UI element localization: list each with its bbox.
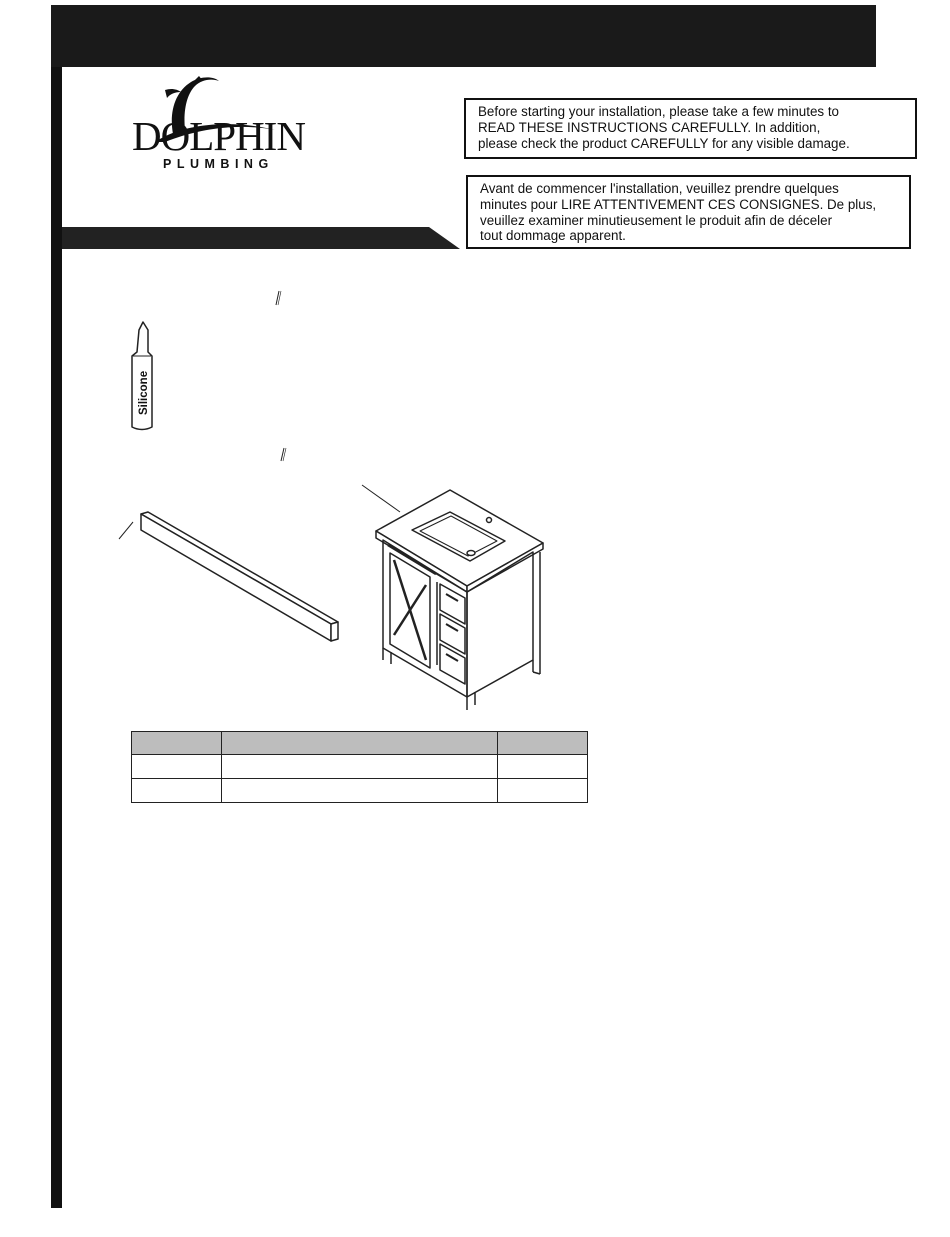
table-header-cell [498, 732, 588, 755]
table-row [132, 779, 588, 803]
table-header-cell [222, 732, 498, 755]
notice-line: Avant de commencer l'installation, veuillez prendre quelques [480, 181, 839, 196]
backsplash-icon [141, 512, 338, 641]
leader-line [362, 485, 400, 512]
table-header-cell [132, 732, 222, 755]
table-cell [222, 755, 498, 779]
table-cell [132, 779, 222, 803]
notice-line: veuillez examiner minutieusement le produit afin de déceler [480, 212, 833, 228]
notice-line: Before starting your installation, please take a few minutes to [478, 104, 839, 119]
table-cell [498, 779, 588, 803]
vanity-cabinet-icon [376, 490, 543, 710]
table-cell [222, 779, 498, 803]
notice-line: READ THESE INSTRUCTIONS CAREFULLY. In addition, [478, 119, 821, 135]
logo-subtitle: PLUMBING [163, 157, 274, 171]
silicone-label: Silicone [138, 370, 150, 415]
table-row [132, 755, 588, 779]
notice-line: please check the product CAREFULLY for any visible damage. [478, 135, 850, 151]
table-cell [498, 755, 588, 779]
table-cell [132, 755, 222, 779]
parts-table [131, 731, 588, 803]
silicone-tube-icon [132, 322, 152, 430]
table-header-row [132, 732, 588, 755]
leader-line [119, 522, 133, 539]
notice-line: tout dommage apparent. [480, 228, 626, 244]
logo-wordmark: DOLPHIN [132, 113, 305, 159]
notice-line: minutes pour LIRE ATTENTIVEMENT CES CONSIGNES. De plus, [480, 196, 877, 212]
